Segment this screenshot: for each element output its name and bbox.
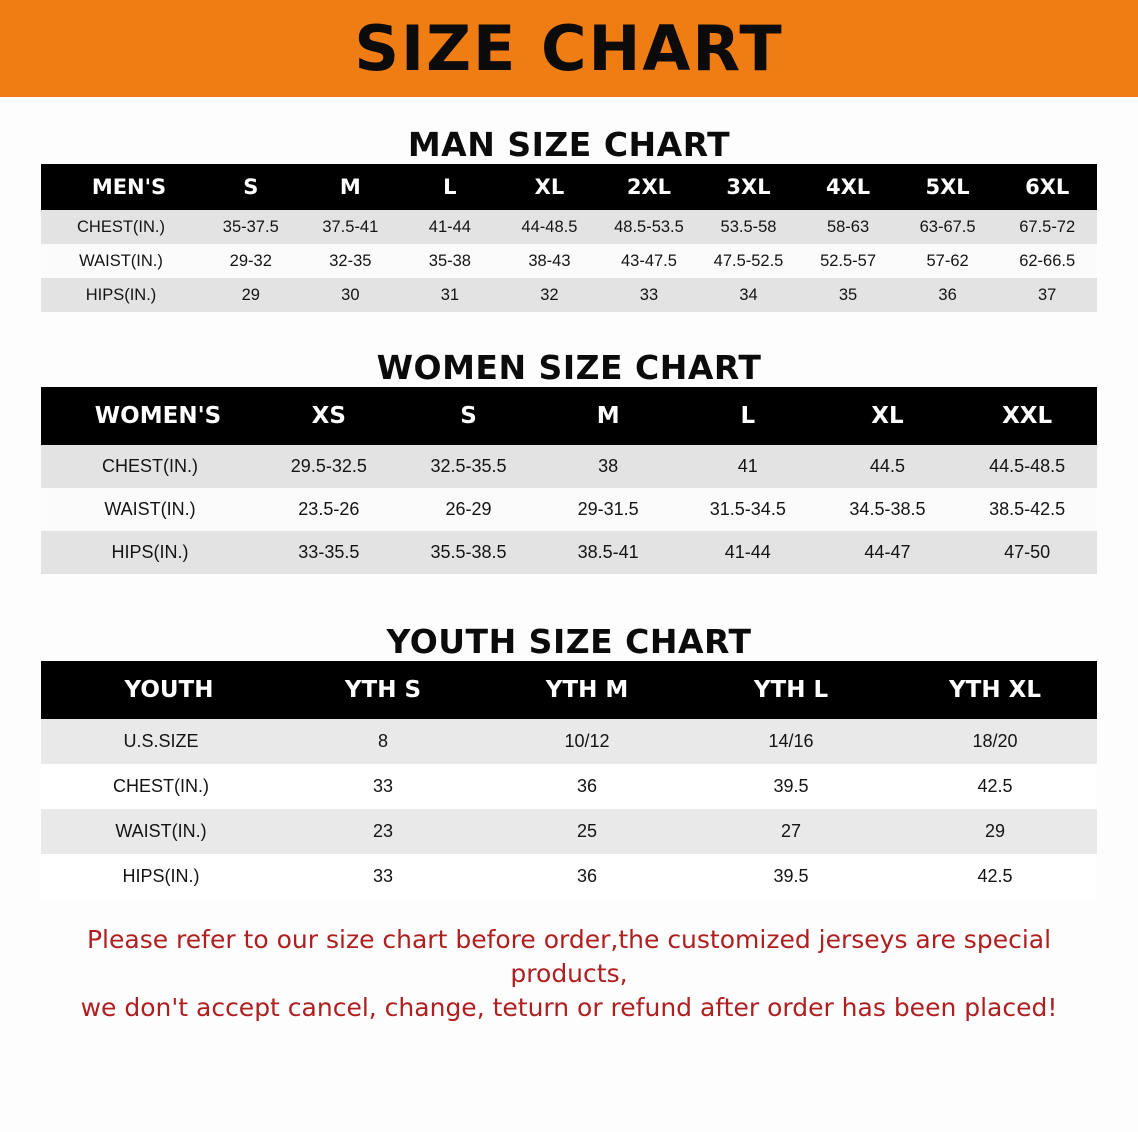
man-size-table [41,164,1097,312]
man-col-header: 2XL [626,175,672,199]
man-cell: 30 [301,278,401,312]
man-cell: 52.5-57 [798,244,898,278]
man-corner-label: MEN'S [91,175,167,199]
women-col-header: XS [311,403,346,429]
women-cell: 31.5-34.5 [678,488,818,531]
man-cell: 35-38 [400,244,500,278]
youth-cell: 27 [689,809,893,854]
man-row-label: WAIST(IN.) [41,244,201,278]
women-cell: 38.5-42.5 [957,488,1097,531]
women-cell: 26-29 [399,488,539,531]
women-size-table [41,387,1097,574]
disclaimer-note [39,923,1099,1024]
man-cell: 37.5-41 [301,210,401,244]
youth-cell: 36 [485,854,689,899]
youth-row-label: WAIST(IN.) [41,809,281,854]
women-cell: 34.5-38.5 [818,488,958,531]
youth-cell: 23 [281,809,485,854]
youth-cell: 18/20 [893,719,1097,764]
man-cell: 38-43 [500,244,600,278]
women-cell: 44-47 [818,531,958,574]
man-col-header: 4XL [825,175,871,199]
man-cell: 29 [201,278,301,312]
man-section-title: MAN SIZE CHART [407,125,731,164]
women-table-wrapper [41,387,1097,574]
table-row [41,854,1097,899]
youth-cell: 29 [893,809,1097,854]
man-cell: 62-66.5 [997,244,1097,278]
man-col-header: 3XL [726,175,771,199]
women-cell: 41 [678,445,818,488]
youth-cell: 25 [485,809,689,854]
women-section-title: WOMEN SIZE CHART [376,348,762,387]
man-table-header-row [41,164,1097,210]
women-col-header: M [596,403,620,429]
women-table-header-row [41,387,1097,445]
man-cell: 47.5-52.5 [699,244,799,278]
women-cell: 32.5-35.5 [399,445,539,488]
youth-cell: 39.5 [689,764,893,809]
table-row [41,210,1097,244]
youth-row-label: HIPS(IN.) [41,854,281,899]
youth-row-label: U.S.SIZE [41,719,281,764]
table-row [41,809,1097,854]
man-cell: 32 [500,278,600,312]
youth-col-header: YTH L [753,677,829,703]
man-cell: 31 [400,278,500,312]
women-cell: 44.5 [818,445,958,488]
women-cell: 29.5-32.5 [259,445,399,488]
man-col-header: 5XL [925,175,970,199]
man-table-wrapper [41,164,1097,312]
women-col-header: S [460,403,477,429]
women-cell: 44.5-48.5 [957,445,1097,488]
women-col-header: L [740,403,756,429]
man-cell: 37 [997,278,1097,312]
women-cell: 41-44 [678,531,818,574]
man-cell: 44-48.5 [500,210,600,244]
youth-cell: 33 [281,854,485,899]
women-col-header: XXL [1002,403,1053,429]
man-cell: 32-35 [301,244,401,278]
youth-col-header: YTH XL [949,677,1041,703]
man-cell: 35-37.5 [201,210,301,244]
man-cell: 57-62 [898,244,998,278]
banner [0,0,1138,97]
page-title: SIZE CHART [354,11,784,85]
man-cell: 29-32 [201,244,301,278]
table-row [41,278,1097,312]
man-col-header: 6XL [1025,175,1070,199]
table-row [41,488,1097,531]
man-cell: 36 [898,278,998,312]
table-row [41,764,1097,809]
disclaimer-line-2: we don't accept cancel, change, teturn or refund after order has been placed! [80,992,1058,1022]
man-cell: 35 [798,278,898,312]
youth-table-wrapper [41,661,1097,899]
table-row [41,719,1097,764]
man-cell: 33 [599,278,699,312]
man-col-header: M [339,175,361,199]
man-col-header: XL [534,175,565,199]
youth-cell: 42.5 [893,854,1097,899]
man-cell: 48.5-53.5 [599,210,699,244]
youth-section-title: YOUTH SIZE CHART [386,622,752,661]
youth-cell: 39.5 [689,854,893,899]
table-row [41,445,1097,488]
youth-row-label: CHEST(IN.) [41,764,281,809]
women-cell: 29-31.5 [538,488,678,531]
man-cell: 63-67.5 [898,210,998,244]
man-row-label: HIPS(IN.) [41,278,201,312]
youth-cell: 8 [281,719,485,764]
youth-cell: 36 [485,764,689,809]
women-row-label: WAIST(IN.) [41,488,259,531]
youth-cell: 33 [281,764,485,809]
man-cell: 34 [699,278,799,312]
women-cell: 23.5-26 [259,488,399,531]
youth-cell: 10/12 [485,719,689,764]
table-row [41,244,1097,278]
disclaimer-line-1: Please refer to our size chart before order,the customized jerseys are special products, [86,925,1052,988]
man-cell: 53.5-58 [699,210,799,244]
women-cell: 38.5-41 [538,531,678,574]
man-col-header: S [243,175,259,199]
women-cell: 47-50 [957,531,1097,574]
youth-corner-label: YOUTH [124,677,214,703]
man-cell: 41-44 [400,210,500,244]
man-row-label: CHEST(IN.) [41,210,201,244]
women-cell: 35.5-38.5 [399,531,539,574]
youth-col-header: YTH M [545,677,629,703]
youth-cell: 14/16 [689,719,893,764]
women-row-label: CHEST(IN.) [41,445,259,488]
youth-cell: 42.5 [893,764,1097,809]
youth-table-header-row [41,661,1097,719]
youth-size-table [41,661,1097,899]
man-cell: 43-47.5 [599,244,699,278]
women-cell: 38 [538,445,678,488]
women-row-label: HIPS(IN.) [41,531,259,574]
women-corner-label: WOMEN'S [94,403,222,429]
youth-col-header: YTH S [344,677,422,703]
man-col-header: L [443,175,457,199]
man-cell: 58-63 [798,210,898,244]
man-cell: 67.5-72 [997,210,1097,244]
women-col-header: XL [871,403,904,429]
table-row [41,531,1097,574]
women-cell: 33-35.5 [259,531,399,574]
